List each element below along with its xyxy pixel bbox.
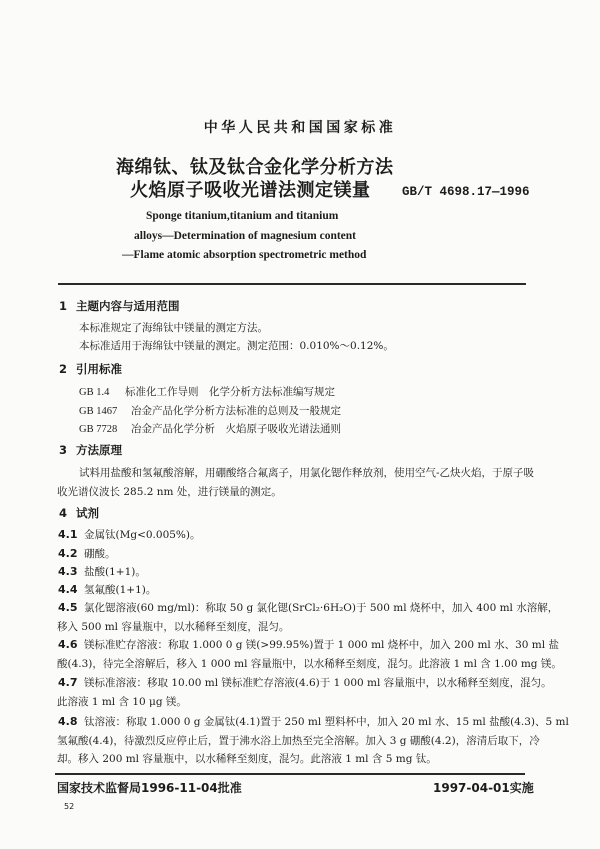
reagent-item-4-6: [58, 637, 559, 652]
item-number: 4.7: [58, 676, 78, 689]
header-divider: [58, 283, 526, 285]
footer-divider: [55, 773, 525, 775]
item-number: 4.5: [58, 601, 78, 614]
section-4-heading: [59, 505, 99, 521]
section-number: 4: [59, 506, 68, 520]
item-continuation: 酸(4.3)，待完全溶解后，移入 1 000 ml 容量瓶中，以水稀释至刻度，混匀。此溶液 1 ml 含 1.00 mg 镁。: [57, 658, 562, 670]
item-text: 镁标准贮存溶液：称取 1.000 0 g 镁(>99.95%)置于 1 000 ml 烧杯中，加入 200 ml 水、30 ml 盐: [84, 639, 559, 651]
item-text: 镁标准溶液：移取 10.00 ml 镁标准贮存溶液(4.6)于 1 000 ml 容量瓶中，以水稀释至刻度，混匀。: [84, 677, 552, 689]
section-2-heading: [59, 361, 122, 377]
section-3-heading: [59, 442, 122, 458]
item-text: 盐酸(1+1)。: [84, 566, 146, 578]
reference-item: [79, 403, 341, 418]
paragraph: 本标准适用于海绵钛中镁量的测定。测定范围：0.010%～0.12%。: [79, 340, 394, 352]
standard-number: GB/T 4698.17—1996: [402, 185, 530, 199]
reagent-item-4-2: [58, 546, 116, 561]
section-title: 方法原理: [76, 443, 122, 457]
item-continuation: 移入 500 ml 容量瓶中，以水稀释至刻度，混匀。: [57, 621, 290, 633]
reagent-item-4-5: [58, 600, 558, 615]
paragraph-continuation: 收光谱仪波长 285.2 nm 处，进行镁量的测定。: [57, 486, 282, 498]
item-text: 氯化锶溶液(60 mg/ml)：称取 50 g 氯化锶(SrCl₂·6H₂O)于 500 ml 烧杯中，加入 400 ml 水溶解，: [84, 602, 559, 614]
implementation-date: 1997-04-01实施: [433, 781, 534, 795]
item-continuation: 却。移入 200 ml 容量瓶中，以水稀释至刻度，混匀。此溶液 1 ml 含 5 mg 钛。: [57, 753, 437, 765]
title-en-line1: Sponge titanium,titanium and titanium: [146, 210, 339, 222]
item-number: 4.2: [58, 547, 78, 560]
section-number: 3: [59, 443, 68, 457]
reagent-item-4-1: [58, 527, 201, 542]
reference-item: [79, 384, 335, 399]
reference-code: GB 1467: [79, 406, 118, 417]
item-number: 4.8: [58, 715, 78, 728]
section-number: 2: [59, 362, 68, 376]
approval-date: 国家技术监督局1996-11-04批准: [57, 781, 242, 795]
item-text: 钛溶液：称取 1.000 0 g 金属钛(4.1)置于 250 ml 塑料杯中，加入 20 ml 水、15 ml 盐酸(4.3)、5 ml: [84, 716, 569, 728]
item-text: 氢氟酸(1+1)。: [84, 584, 157, 596]
reagent-item-4-3: [58, 564, 146, 579]
item-text: 金属钛(Mg<0.005%)。: [84, 529, 201, 541]
item-number: 4.1: [58, 528, 78, 541]
title-en-line3: —Flame atomic absorption spectrometric method: [122, 249, 367, 261]
section-number: 1: [59, 299, 68, 313]
item-text: 硼酸。: [84, 548, 116, 560]
reagent-item-4-7: [58, 675, 552, 690]
reference-text: 标准化工作导则 化学分析方法标准编写规定: [125, 386, 335, 398]
reference-code: GB 1.4: [79, 387, 110, 398]
paragraph: 本标准规定了海绵钛中镁量的测定方法。: [79, 322, 268, 334]
reference-code: GB 7728: [79, 424, 118, 435]
title-en-line2: alloys—Determination of magnesium content: [134, 230, 356, 242]
section-title: 主题内容与适用范围: [76, 299, 180, 313]
reagent-item-4-4: [58, 582, 156, 597]
section-title: 试剂: [76, 506, 99, 520]
title-zh-line1: 海绵钛、钛及钛合金化学分析方法: [116, 157, 394, 178]
reference-item: [79, 421, 341, 436]
title-zh-line2: 火焰原子吸收光谱法测定镁量: [130, 180, 371, 201]
page-number: 52: [64, 802, 75, 811]
item-number: 4.6: [58, 638, 78, 651]
item-number: 4.3: [58, 565, 78, 578]
reagent-item-4-8: [58, 714, 569, 729]
item-continuation: 此溶液 1 ml 含 10 μg 镁。: [57, 696, 187, 708]
reference-text: 冶金产品化学分析 火焰原子吸收光谱法通则: [131, 423, 341, 435]
item-number: 4.4: [58, 583, 78, 596]
section-1-heading: [59, 298, 180, 314]
section-title: 引用标准: [76, 362, 122, 376]
reference-text: 冶金产品化学分析方法标准的总则及一般规定: [131, 405, 341, 417]
item-continuation: 氢氟酸(4.4)，待激烈反应停止后，置于沸水浴上加热至完全溶解。加入 3 g 硼酸(4.2)，溶清后取下，冷: [57, 735, 540, 747]
national-standard-heading: 中华人民共和国国家标准: [203, 120, 397, 136]
paragraph: 试料用盐酸和氢氟酸溶解，用硼酸络合氟离子，用氯化锶作释放剂，使用空气-乙炔火焰，于原子吸: [79, 467, 535, 479]
